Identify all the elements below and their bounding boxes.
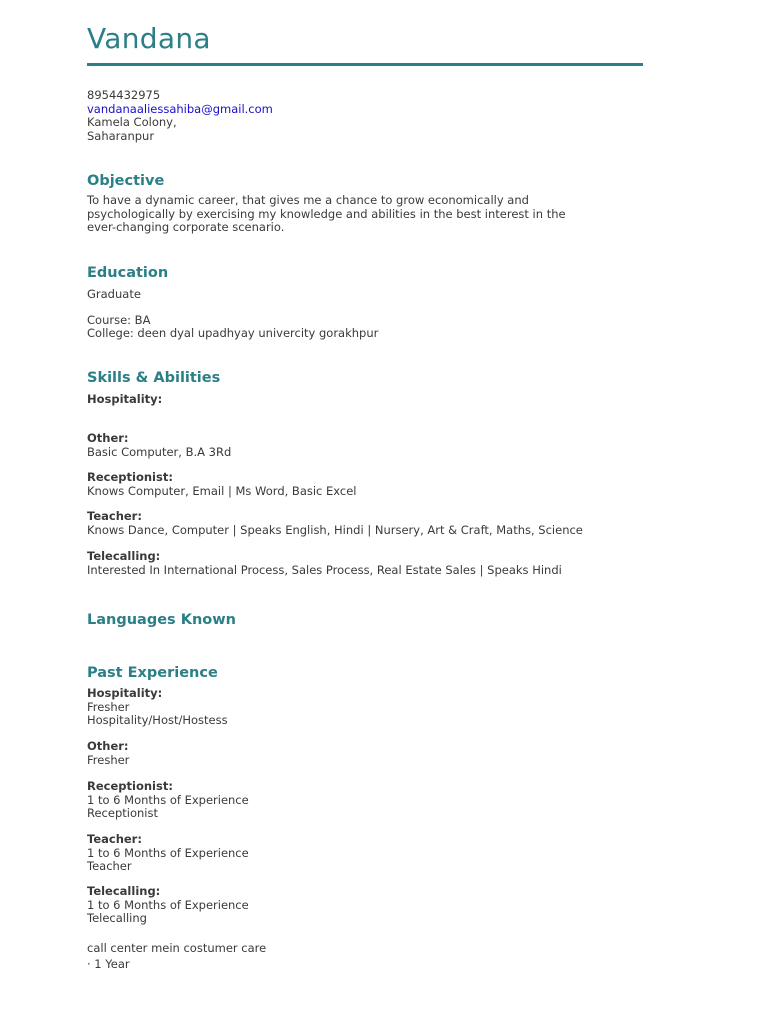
experience-teacher xyxy=(87,833,249,874)
candidate-name: Vandana xyxy=(87,22,211,55)
skill-text-telecalling: Interested In International Process, Sales Process, Real Estate Sales | Speaks Hindi xyxy=(87,563,562,577)
experience-other xyxy=(87,740,129,767)
education-college: College: deen dyal upadhyay univercity gorakhpur xyxy=(87,326,379,340)
phone-number: 8954432975 xyxy=(87,88,161,102)
experience-line: Hospitality/Host/Hostess xyxy=(87,713,228,727)
skill-label-other: Other: xyxy=(87,431,129,445)
experience-heading: Past Experience xyxy=(87,665,218,681)
email-link[interactable]: vandanaaliessahiba@gmail.com xyxy=(87,101,273,116)
skill-text-receptionist: Knows Computer, Email | Ms Word, Basic Excel xyxy=(87,484,357,498)
skill-label-receptionist: Receptionist: xyxy=(87,470,173,484)
objective-text xyxy=(87,194,566,235)
skills-heading: Skills & Abilities xyxy=(87,370,221,386)
skill-text-other: Basic Computer, B.A 3Rd xyxy=(87,445,232,459)
experience-line: Telecalling xyxy=(87,911,147,925)
contact-block xyxy=(87,89,273,143)
experience-line: 1 to 6 Months of Experience xyxy=(87,845,249,860)
job-entry xyxy=(87,942,266,971)
address-line-2: Saharanpur xyxy=(87,128,155,143)
experience-receptionist xyxy=(87,780,249,821)
experience-label: Other: xyxy=(87,739,129,753)
experience-telecalling xyxy=(87,885,249,926)
objective-line: To have a dynamic career, that gives me a chance to grow economically and xyxy=(87,193,529,207)
experience-line: Receptionist xyxy=(87,806,158,820)
experience-line: Fresher xyxy=(87,699,130,714)
address-line-1: Kamela Colony, xyxy=(87,115,177,129)
header-divider xyxy=(87,63,643,66)
languages-heading: Languages Known xyxy=(87,612,236,628)
education-course: Course: BA xyxy=(87,313,151,327)
education-heading: Education xyxy=(87,265,169,281)
experience-line: 1 to 6 Months of Experience xyxy=(87,792,249,807)
experience-label: Teacher: xyxy=(87,832,142,846)
experience-label: Receptionist: xyxy=(87,779,173,793)
experience-label: Hospitality: xyxy=(87,686,163,700)
education-level: Graduate xyxy=(87,287,141,301)
skill-label-hospitality: Hospitality: xyxy=(87,392,163,406)
experience-line: Teacher xyxy=(87,859,132,873)
skill-text-teacher: Knows Dance, Computer | Speaks English, Hindi | Nursery, Art & Craft, Maths, Science xyxy=(87,523,583,537)
skill-label-telecalling: Telecalling: xyxy=(87,549,161,563)
experience-line: Fresher xyxy=(87,752,130,767)
experience-hospitality xyxy=(87,687,228,728)
skill-label-teacher: Teacher: xyxy=(87,509,142,523)
job-duration: · 1 Year xyxy=(87,956,130,971)
objective-line: ever-changing corporate scenario. xyxy=(87,220,285,234)
job-title: call center mein costumer care xyxy=(87,941,267,955)
experience-line: 1 to 6 Months of Experience xyxy=(87,897,249,912)
objective-heading: Objective xyxy=(87,173,165,189)
experience-label: Telecalling: xyxy=(87,884,161,898)
objective-line: psychologically by exercising my knowledge and abilities in the best interest in the xyxy=(87,206,566,221)
